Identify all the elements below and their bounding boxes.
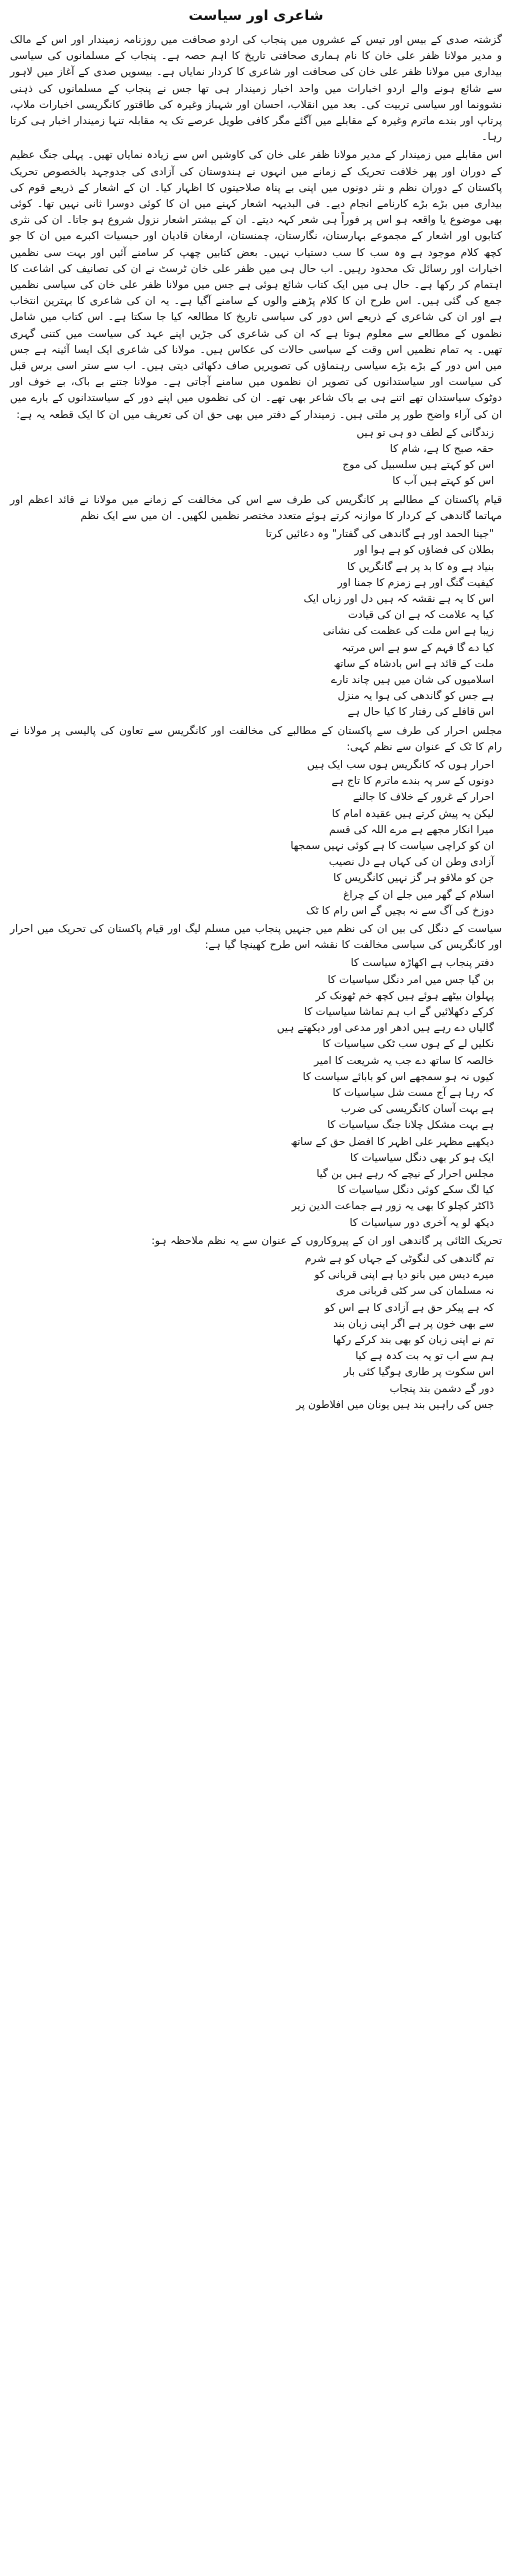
verse-line: احرار ہوں کہ کانگریس ہوں سب ایک ہیں	[307, 758, 494, 771]
verse-line: تم نے اپنی زبان کو بھی بند کرکے رکھا	[333, 1334, 494, 1347]
verse-line: نہ مسلمان کی سر کٹی قربانی مری	[335, 1285, 494, 1298]
verse-block-2	[10, 526, 502, 720]
verse-line: اس کو کہتے ہیں آب کا	[392, 475, 494, 488]
verse-line: پہلوان بیٹھے ہوئے ہیں کچھ خم ٹھونک کر	[315, 989, 494, 1002]
verse-line: بن گیا جس میں امر دنگل سیاسیات کا	[327, 973, 494, 986]
verse-line: "جینا الحمد اور ہے گاندھی کی گفتار" وہ دعائیں کرتا	[265, 528, 494, 541]
verse-line: میرے دیس میں بانو دیا ہے اپنی قربانی کو	[314, 1269, 494, 1282]
verse-block-4	[10, 955, 502, 1230]
body-paragraph-5: سیاست کے دنگل کی بیں ان کی نظم میں جنہیں پنجاب میں مسلم لیگ اور قیام پاکستان کی تحریک میں احرار اور کانگریس کی سیاسی مخالفت کا نقشہ اس طرح کھینچا گیا ہے:	[10, 922, 502, 952]
verse-line: دیکھ لو یہ آخری دور سیاسیات کا	[349, 1216, 494, 1229]
body-paragraph-2: اس مقابلے میں زمیندار کے مدیر مولانا ظفر علی خان کی کاوشیں اس سے زیادہ نمایاں تھیں۔ پہلی جنگ عظیم کے دوران اور پھر خلافت تحریک کے زمانے میں انہوں نے ہندوستان کی آزادی کی جدوجہد بالخصوص تحریک پاکستان کے دوران نظم و نثر دونوں میں اپنی بے پناہ صلاحیتوں کا اظہار کیا۔ ان کے اشعار کے ذریعے قوم کی بیداری میں بڑے بڑے کارنامے انجام دیے۔ فی البدیہہ اشعار کہنے میں ان کا کوئی دوسرا ثانی نہیں تھا۔ کوئی بھی موضوع یا واقعہ ہو اس پر فوراً ہی شعر کہہ دیتے۔ ان کے بیشتر اشعار نزول شروع ہو جاتا۔ ان کی نثری کتابوں اور اشعار کے مجموعے بہارستان، نگارستان، چمنستان، ارمغان قادیان اور حبسیات اکبرے میں ان کا جو کچھ کلام موجود ہے وہ سب کا سب دستیاب نہیں۔ بعض کتابیں چھپ کر سامنے آئیں اور بہت سی نظمیں اخبارات اور رسائل تک محدود رہیں۔ اب حال ہی میں ظفر علی خان ٹرسٹ نے ان کی تصانیف کی اشاعت کا اہتمام کر رکھا ہے۔ حال ہی میں ایک کتاب شائع ہوئی ہے جس میں مولانا ظفر علی خان کی سیاسی نظمیں جمع کی گئی ہیں۔ اس طرح ان کا کلام پڑھنے والوں کے سامنے آگیا ہے۔ یہ ان کی شاعری کا بہترین انتخاب ہے اور ان کی شاعری کے ذریعے اس دور کی سیاسی تاریخ کا مطالعہ کیا جا سکتا ہے۔ اس کتاب میں شامل نظموں کے مطالعے سے معلوم ہوتا ہے کہ ان کی شاعری کی جڑیں اپنے عہد کی سیاست میں کتنی گہری تھیں۔ یہ تمام نظمیں اس وقت کے سیاسی حالات کی عکاس ہیں۔ مولانا کی شاعری ایک ایسا آئینہ ہے جس میں اس دور کے بڑے بڑے سیاسی رہنماؤں کی تصویریں صاف دکھائی دیتی ہیں۔ اب سے ستر اسی برس قبل کی سیاست اور سیاستدانوں کی تصویر ان نظموں میں سامنے آجاتی ہے۔ مولانا جتنے بے باک، بے خوف اور دوٹوک سیاستدان تھے اتنے ہی بے باک شاعر بھی تھے۔ ان کی نظموں میں اپنے دور کے سیاستدانوں کے بارے میں ان کی آراء واضح طور پر ملتی ہیں۔ زمیندار کے دفتر میں بھی حق ان کی تعریف میں ان کا ایک قطعہ یہ ہے:	[10, 149, 502, 421]
verse-line: ملت کے قائد ہے اس بادشاہ کے ساتھ	[333, 657, 494, 670]
verse-line: دفتر پنجاب ہے اکھاڑہ سیاست کا	[350, 957, 494, 970]
verse-line: ان کو کراچی سیاست کا ہے کوئی نہیں سمجھا	[290, 839, 494, 852]
body-paragraph-3: قیام پاکستان کے مطالبے پر کانگریس کی طرف سے اس کی مخالفت کے زمانے میں مولانا نے قائد اعظم اور مہاتما گاندھی کے کردار کا موازنہ کرتے ہوئے متعدد مختصر نظمیں لکھیں۔ ان میں سے ایک نظم	[10, 493, 502, 522]
verse-line: کہ رہا ہے آج مست شل سیاسیات کا	[332, 1087, 494, 1099]
verse-line: دور گے دشمن بند پنجاب	[389, 1382, 494, 1395]
verse-line: زیبا ہے اس ملت کی عظمت کی نشانی	[322, 625, 494, 638]
verse-line: کیا یہ علامت کہ ہے ان کی قیادت	[347, 609, 494, 622]
verse-line: اس سکوت پر طاری ہوگیا کئی بار	[343, 1366, 494, 1379]
verse-line: ہم سے اب تو یہ بت کدہ ہے کیا	[355, 1350, 494, 1363]
verse-line: اس کو کہتے ہیں سلسبیل کی موج	[342, 459, 494, 472]
verse-line: گالیاں دے رہے ہیں ادھر اور مدعی اور دیکھتے ہیں	[276, 1022, 494, 1035]
verse-line: ہے بہت آسان کانگریسی کی ضرب	[340, 1103, 494, 1116]
verse-line: تم گاندھی کی لنگوٹی کے جہاں کو ہے شرم	[304, 1253, 494, 1266]
intro-paragraph: گزشتہ صدی کے بیس اور تیس کے عشروں میں پنجاب کی اردو صحافت میں روزنامہ زمیندار اور اس کے مالک و مدیر مولانا ظفر علی خان کا نام ہماری صحافتی تاریخ کا اہم حصہ ہے۔ پنجاب کے مسلمانوں کی سیاسی بیداری میں مولانا ظفر علی خان کی صحافت اور شاعری کا کردار نمایاں ہے۔ بیسویں صدی کے آغاز میں لاہور سے شائع ہونے والے اردو اخبارات میں واحد اخبار زمیندار ہی تھا جس نے پنجاب کے مسلمانوں کی ذہنی نشوونما اور سیاسی تربیت کی۔ بعد میں انقلاب، احسان اور شہباز وغیرہ کی طاقتور کانگریسی اخبارات ملاپ، پرتاپ اور بندے ماترم وغیرہ کے مقابلے میں آگئے مگر کافی طویل عرصے تک یہ مقابلہ تنہا زمیندار اخبار ہی کرتا رہا۔	[10, 34, 502, 144]
verse-line: جن کو ملاقو ہر گز نہیں کانگریس کا	[333, 872, 494, 885]
body-paragraph-4: مجلس احرار کی طرف سے پاکستان کے مطالبے کی مخالفت اور کانگریس سے تعاون کی پالیسی پر مولانا نے رام کا ٹک کے عنوان سے نظم کہی:	[10, 724, 502, 753]
verse-line: کرکے دکھلائیں گے اب ہم تماشا سیاسیات کا	[304, 1005, 494, 1018]
verse-line: دوزخ کی آگ سے نہ بچیں گے اس رام کا ٹک	[306, 904, 494, 917]
verse-line: اسلامیوں کی شان میں ہیں چاند تارے	[331, 673, 494, 686]
verse-line: کیفیت گنگ اور ہے زمزم کا جمنا اور	[337, 576, 494, 589]
verse-line: ڈاکٹر کچلو کا بھی یہ زور ہے جماعت الدین زیر	[291, 1200, 494, 1213]
verse-line: نکلیں لے کے ہوں سب ٹکی سیاسیات کا	[322, 1038, 494, 1051]
verse-line: دیکھیے مظہر علی اظہر کا افضل حق کے ساتھ	[290, 1135, 494, 1148]
verse-line: لیکن یہ پیش کرتے ہیں عقیدہ امام کا	[331, 807, 494, 820]
verse-line: حقہ صبح کا ہے، شام کا	[389, 443, 494, 456]
verse-line: اس کا یہ ہے نقشہ کہ ہیں دل اور زباں ایک	[303, 592, 494, 605]
body-paragraph-6: تحریک الٹائی پر گاندھی اور ان کے پیروکاروں کے عنوان سے یہ نظم ملاحظہ ہو:	[151, 1234, 502, 1247]
verse-line: کیوں نہ ہو سمجھے اس کو بابائے سیاست کا	[302, 1070, 494, 1083]
verse-line: ہے جس کو گاندھی کی ہوا یہ منزل	[337, 690, 494, 703]
verse-line: کیا لگ سکے کوئی دنگل سیاسیات کا	[337, 1184, 494, 1197]
verse-line: اسلام کے گھر میں جلے ان کے چراغ	[343, 888, 494, 901]
verse-line: بطلان کی فضاؤں کو ہے ہوا اور	[354, 544, 494, 557]
verse-line: کہ ہے پیکر حق ہے آزادی کا ہے اس کو	[324, 1301, 494, 1314]
verse-line: ہے بہت مشکل چلانا جنگ سیاسیات کا	[327, 1119, 494, 1132]
verse-line: زندگانی کے لطف دو ہی تو ہیں	[356, 426, 494, 439]
verse-line: بنیاد ہے وہ کا بد پر ہے گانگریں کا	[347, 560, 494, 573]
verse-line: آزادی وطن ان کی کہاں ہے دل نصیب	[328, 856, 494, 869]
verse-line: سے بھی خون پر ہے اگر اپنی زبان بند	[333, 1317, 494, 1330]
verse-line: احرار کے غرور کے خلاف کا جالنے	[353, 791, 494, 804]
verse-line: دونوں کے سر پہ بندے ماترم کا تاج ہے	[331, 775, 494, 788]
verse-block-3	[10, 757, 502, 919]
verse-line: جس کی راہیں بند ہیں یونان میں افلاطون پر	[296, 1398, 494, 1411]
verse-line: خالصہ کا ساتھ دے جب یہ شریعت کا امیر	[314, 1054, 494, 1067]
verse-line: کیا دے گا فہم کے سو ہے اس مرتبہ	[341, 641, 494, 654]
verse-line: ایک ہو کر بھی دنگل سیاسیات کا	[350, 1151, 494, 1164]
verse-block-5	[10, 1251, 502, 1413]
verse-line: اس قافلے کی رفتار کا کیا حال ہے	[347, 706, 494, 719]
verse-line: مجلس احرار کے نیچے کہ رہے ہیں بن گیا	[316, 1168, 494, 1181]
article-title: شاعری اور سیاست	[188, 8, 324, 24]
verse-block-1	[10, 425, 502, 490]
verse-line: میرا انکار مجھے ہے مرے اللہ کی قسم	[329, 823, 494, 836]
